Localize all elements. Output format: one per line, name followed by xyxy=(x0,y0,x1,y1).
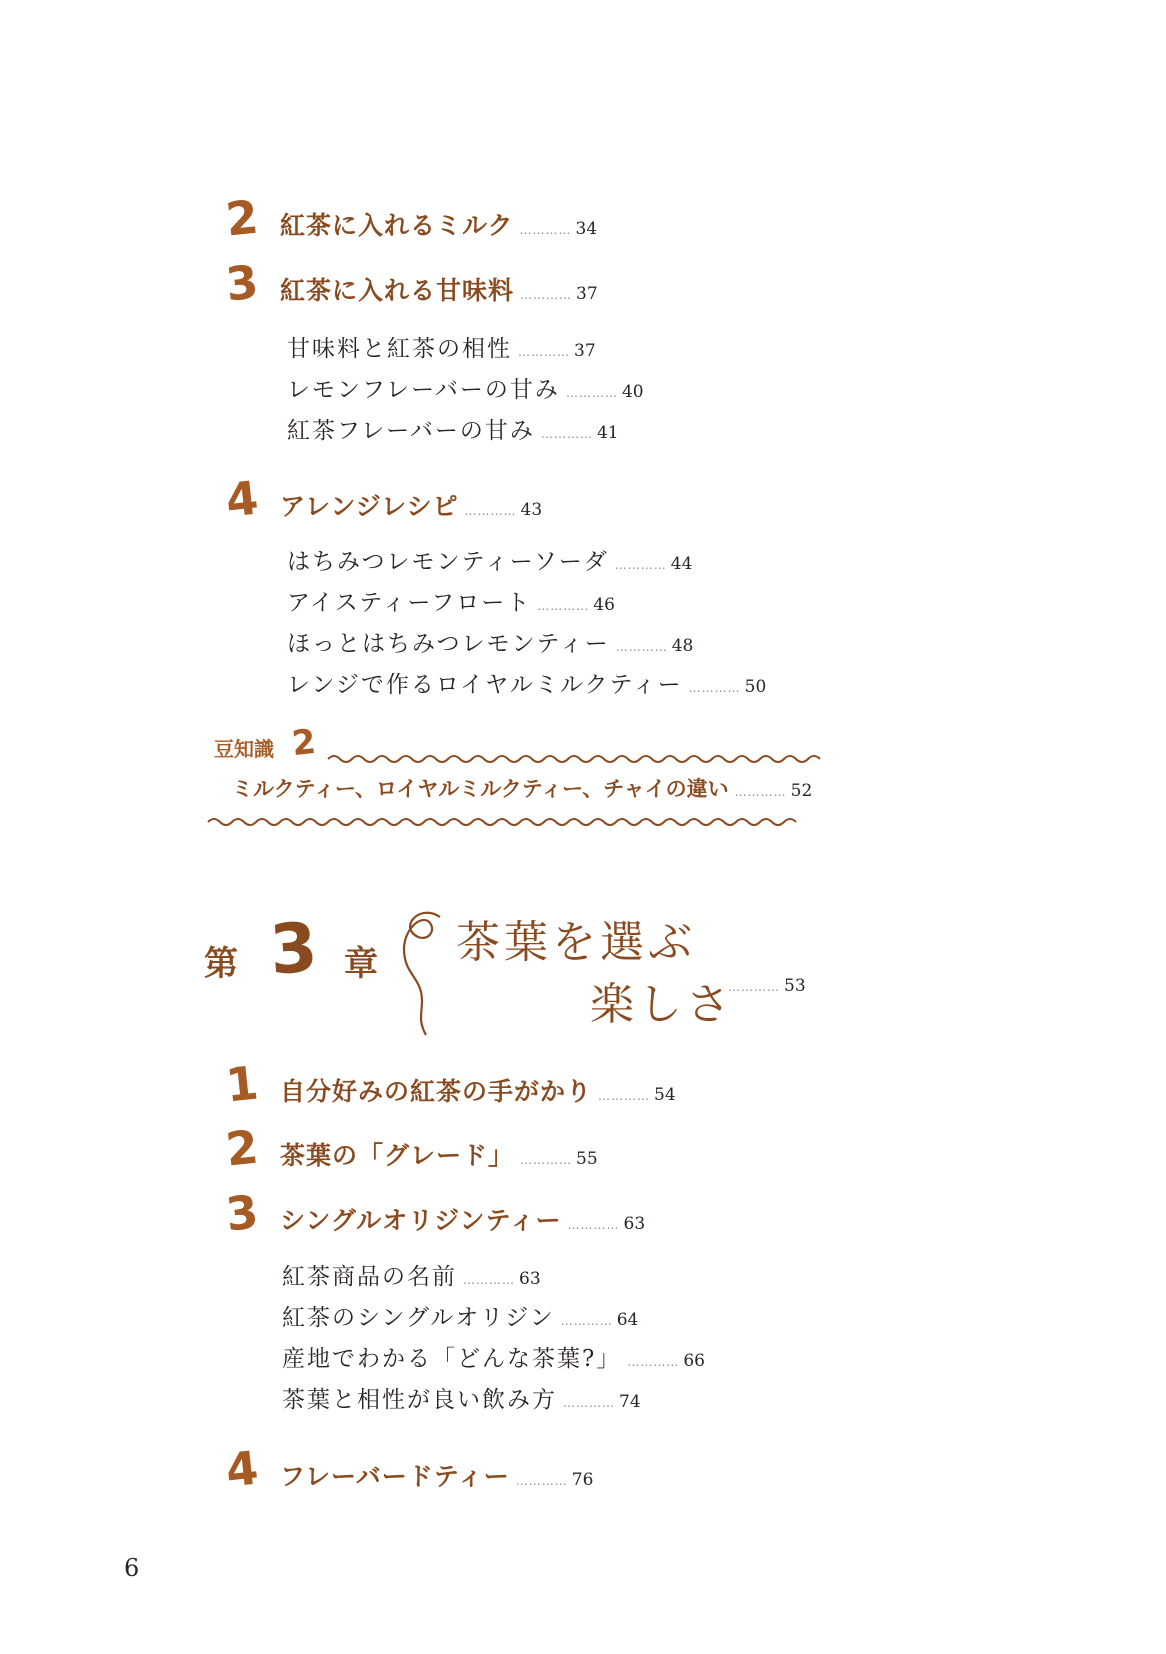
toc-section-4-flavored xyxy=(218,1440,594,1498)
leader-dots: ………… xyxy=(463,1273,515,1287)
wavy-line-top xyxy=(328,756,820,762)
section-number: 1 xyxy=(223,1055,261,1113)
page-number: 66 xyxy=(683,1351,705,1371)
mamechishiki-label: 豆知識 xyxy=(214,737,274,761)
section-number: 4 xyxy=(223,470,261,528)
section-title: 紅茶に入れる甘味料 xyxy=(280,276,515,305)
leader-dots: ………… xyxy=(598,1089,651,1103)
leader-dots: ………… xyxy=(567,1218,620,1232)
section-number: 3 xyxy=(223,254,261,312)
chapter-dai: 第 xyxy=(204,944,238,984)
wavy-line-bottom xyxy=(208,819,796,825)
page-number: 50 xyxy=(744,677,767,697)
leader-dots: ………… xyxy=(537,599,590,613)
page-number: 64 xyxy=(616,1310,639,1330)
toc-subitem xyxy=(282,1340,705,1373)
leader-dots: ………… xyxy=(734,785,787,799)
chapter-title-line2: 楽しさ xyxy=(590,979,734,1030)
subitem-title: 紅茶のシングルオリジン xyxy=(282,1305,555,1331)
toc-subitem xyxy=(282,1381,641,1414)
chapter-brace-swirl xyxy=(404,913,440,1035)
leader-dots: ………… xyxy=(519,223,572,237)
subitem-title: 茶葉と相性が良い飲み方 xyxy=(282,1387,557,1413)
leader-dots: ………… xyxy=(563,1396,615,1410)
leader-dots: ………… xyxy=(515,1474,568,1488)
chapter-title-line1: 茶葉を選ぶ xyxy=(456,917,696,968)
toc-subitem xyxy=(282,1299,638,1332)
subitem-title: ほっとはちみつレモンティー xyxy=(287,631,610,657)
page-number: 37 xyxy=(576,284,598,304)
chapter-sho: 章 xyxy=(344,944,378,984)
toc-section-2-grade xyxy=(218,1119,598,1177)
section-title: シングルオリジンティー xyxy=(280,1206,562,1235)
page-number: 34 xyxy=(575,219,598,239)
leader-dots: ………… xyxy=(615,640,668,654)
mamechishiki-title: ミルクティー、ロイヤルミルクティー、チャイの違い xyxy=(232,777,729,801)
section-number: 2 xyxy=(223,1119,261,1177)
subitem-title: はちみつレモンティーソーダ xyxy=(287,549,609,575)
leader-dots: ………… xyxy=(728,980,780,994)
subitem-title: レモンフレーバーの甘み xyxy=(287,377,560,403)
page-number: 40 xyxy=(621,382,644,402)
subitem-title: 産地でわかる「どんな茶葉?」 xyxy=(282,1346,622,1372)
page-number: 44 xyxy=(670,554,693,574)
section-number: 2 xyxy=(223,189,261,247)
page-number: 37 xyxy=(574,341,596,361)
leader-dots: ………… xyxy=(560,1314,613,1328)
page-number: 43 xyxy=(520,500,543,520)
subitem-title: 紅茶商品の名前 xyxy=(282,1264,457,1290)
leader-dots: ………… xyxy=(565,386,618,400)
leader-dots: ………… xyxy=(520,1153,573,1167)
section-title: 紅茶に入れるミルク xyxy=(280,211,514,240)
mamechishiki-number: 2 xyxy=(289,721,318,765)
toc-subitem xyxy=(282,1258,541,1291)
toc-section-3-single-origin xyxy=(218,1184,646,1242)
leader-dots: ………… xyxy=(688,681,741,695)
leader-dots: ………… xyxy=(614,558,667,572)
chapter-number: 3 xyxy=(267,908,321,991)
subitem-title: 甘味料と紅茶の相性 xyxy=(287,336,512,362)
mamechishiki-entry xyxy=(232,773,812,803)
page-number: 63 xyxy=(519,1269,541,1289)
leader-dots: ………… xyxy=(520,288,573,302)
page-number: 52 xyxy=(790,781,813,801)
leader-dots: ………… xyxy=(627,1355,680,1369)
section-title: アレンジレシピ xyxy=(280,492,459,521)
section-number: 3 xyxy=(223,1184,261,1242)
page-number: 74 xyxy=(619,1392,641,1412)
page-number: 41 xyxy=(596,423,619,443)
page-number: 48 xyxy=(671,636,694,656)
leader-dots: ………… xyxy=(464,504,517,518)
subitem-title: レンジで作るロイヤルミルクティー xyxy=(287,672,683,698)
section-title: 茶葉の「グレード」 xyxy=(280,1141,515,1170)
page-number: 76 xyxy=(571,1470,594,1490)
chapter-page-entry xyxy=(722,976,806,996)
page-number: 63 xyxy=(623,1214,646,1234)
section-title: フレーバードティー xyxy=(280,1462,510,1491)
page-number: 55 xyxy=(576,1149,598,1169)
section-number: 4 xyxy=(223,1440,261,1498)
page-number: 54 xyxy=(654,1085,676,1105)
page-number: 53 xyxy=(784,976,806,996)
toc-section-1-preference xyxy=(218,1055,676,1113)
subitem-title: 紅茶フレーバーの甘み xyxy=(287,418,535,444)
section-title: 自分好みの紅茶の手がかり xyxy=(280,1077,593,1106)
page-number: 46 xyxy=(593,595,615,615)
subitem-title: アイスティーフロート xyxy=(287,590,532,616)
leader-dots: ………… xyxy=(518,345,570,359)
page-folio: 6 xyxy=(124,1554,140,1582)
leader-dots: ………… xyxy=(540,427,593,441)
